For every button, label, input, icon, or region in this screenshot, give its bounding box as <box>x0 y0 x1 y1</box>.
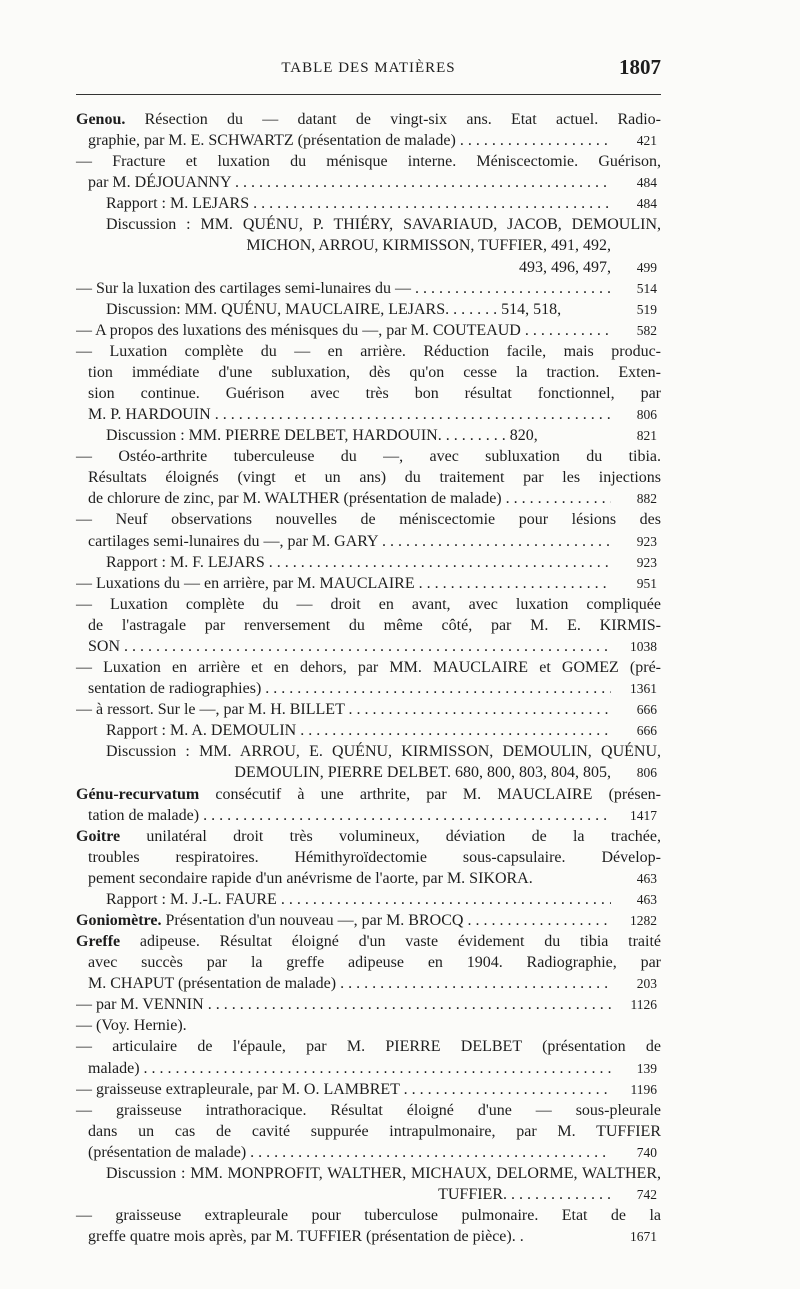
page-ref: 203 <box>636 976 657 992</box>
index-line-text: de chlorure de zinc, par M. WALTHER (présentation de malade) . . . <box>88 488 611 509</box>
index-line <box>76 1163 661 1184</box>
index-line-text: — à ressort. Sur le —, par M. H. BILLET . . . <box>76 699 611 720</box>
index-line <box>76 362 661 383</box>
index-line <box>76 1205 661 1226</box>
index-line-text: dans un cas de cavité suppurée intrapulmonaire, par M. TUFFIER <box>88 1122 661 1140</box>
index-line <box>76 531 661 552</box>
index-line <box>76 1036 661 1057</box>
index-line <box>76 699 661 720</box>
entry-keyword: Goitre <box>76 827 121 845</box>
index-line-text: — Sur la luxation des cartilages semi-lunaires du — . . . <box>76 278 611 299</box>
index-line-text: Discussion : MM. ARROU, E. QUÉNU, KIRMISSON, DEMOULIN, QUÉNU, <box>106 743 661 761</box>
page-ref: 923 <box>636 533 657 549</box>
index-line-text: — A propos des luxations des ménisques du —, par M. COUTEAUD . . . <box>76 320 611 341</box>
page-number: 1807 <box>619 55 661 79</box>
index-line-text: tation de malade) . . . <box>88 805 611 826</box>
entry-keyword: Greffe <box>76 933 121 951</box>
index-line <box>76 109 661 130</box>
page-ref: 1417 <box>630 807 657 823</box>
index-line-text: Génu-recurvatum consécutif à une arthrite, par M. MAUCLAIRE (présen- <box>76 785 661 803</box>
index-line <box>76 214 661 235</box>
page-ref: 666 <box>636 723 657 739</box>
index-line <box>76 784 661 805</box>
index-line-text: sentation de radiographies) . . . <box>88 678 611 699</box>
index-line <box>76 973 661 994</box>
index-line-text: 493, 496, 497, <box>519 258 611 276</box>
page-header <box>76 55 661 88</box>
index-line-text: Rapport : M. J.-L. FAURE . . . <box>106 889 611 910</box>
index-line-text: Rapport : M. F. LEJARS . . . <box>106 552 611 573</box>
index-line-text: — par M. VENNIN . . . <box>76 994 611 1015</box>
entry-keyword: Génu-recurvatum <box>76 785 200 803</box>
page-ref: 514 <box>636 280 657 296</box>
index-line-text: tion immédiate d'une subluxation, dès qu'on cesse la traction. Exten- <box>88 363 661 381</box>
index-line <box>76 404 661 425</box>
entry-keyword: Goniomètre. <box>76 911 162 929</box>
index-line <box>76 636 661 657</box>
index-line <box>76 720 661 741</box>
index-line-text: malade) . . . <box>88 1058 611 1079</box>
page-ref: 806 <box>636 765 657 781</box>
index-line <box>76 509 661 530</box>
page-ref: 484 <box>636 175 657 191</box>
index-line-text: — Luxation complète du — droit en avant, avec luxation compliquée <box>76 595 661 613</box>
page-ref: 923 <box>636 554 657 570</box>
index-line-text: — Luxation complète du — en arrière. Réduction facile, mais produc- <box>76 342 661 360</box>
index-line-text: — Neuf observations nouvelles de méniscectomie pour lésions des <box>76 511 661 529</box>
index-line-text: Discussion : MM. PIERRE DELBET, HARDOUIN. . . . . . . . . 820, <box>106 427 538 445</box>
index-line-text: TUFFIER. . . . . . . . . . . . . . <box>438 1185 611 1203</box>
index-line <box>76 994 661 1015</box>
index-line-text: — Luxations du — en arrière, par M. MAUCLAIRE . . . <box>76 573 611 594</box>
page-ref: 742 <box>636 1186 657 1202</box>
index-line <box>76 193 661 214</box>
index-line-text: — Luxation en arrière et en dehors, par MM. MAUCLAIRE et GOMEZ (pré- <box>76 659 661 677</box>
index-line-text: cartilages semi-lunaires du —, par M. GARY . . . <box>88 531 611 552</box>
index-line-text: (présentation de malade) . . . <box>88 1142 611 1163</box>
index-line-text: sion continue. Guérison avec très bon résultat fonctionnel, par <box>88 385 661 403</box>
page-ref: 1126 <box>630 997 657 1013</box>
index-line <box>76 573 661 594</box>
index-line <box>76 805 661 826</box>
page-ref: 582 <box>636 322 657 338</box>
index-line <box>76 467 661 488</box>
index-line-text: Genou. Résection du — datant de vingt-six ans. Etat actuel. Radio- <box>76 111 661 128</box>
index-line <box>76 868 661 889</box>
page-ref: 666 <box>636 702 657 718</box>
index-line-text: Rapport : M. A. DEMOULIN . . . <box>106 720 611 741</box>
index-line-text: M. CHAPUT (présentation de malade) . . . <box>88 973 611 994</box>
entry-keyword: Genou. <box>76 111 126 128</box>
index-line-text: Discussion : MM. MONPROFIT, WALTHER, MICHAUX, DELORME, WALTHER, <box>106 1164 661 1182</box>
index-line-text: Goniomètre. Présentation d'un nouveau —, par M. BROCQ . . . <box>76 910 611 931</box>
index-line <box>76 257 661 278</box>
index-line-text: — graisseuse extrapleurale, par M. O. LAMBRET . . . <box>76 1079 611 1100</box>
index-line <box>76 341 661 362</box>
page-ref: 519 <box>636 301 657 317</box>
index-line <box>76 615 661 636</box>
index-line <box>76 1079 661 1100</box>
index-line <box>76 151 661 172</box>
index-line-text: graphie, par M. E. SCHWARTZ (présentation de malade) . . . <box>88 130 611 151</box>
page-ref: 951 <box>636 575 657 591</box>
index-line-text: — graisseuse extrapleurale pour tuberculose pulmonaire. Etat de la <box>76 1207 661 1225</box>
index-line <box>76 425 661 446</box>
index-line <box>76 910 661 931</box>
index-line-text: Goitre unilatéral droit très volumineux, déviation de la trachée, <box>76 827 661 845</box>
index-line <box>76 446 661 467</box>
page-ref: 463 <box>636 870 657 886</box>
index-line <box>76 235 661 256</box>
index-line <box>76 278 661 299</box>
index-line-text: avec succès par la greffe adipeuse en 1904. Radiographie, par <box>88 954 661 972</box>
index-line <box>76 762 661 783</box>
page-ref: 1671 <box>630 1229 657 1245</box>
index-line <box>76 1058 661 1079</box>
index-line-text: Rapport : M. LEJARS . . . <box>106 193 611 214</box>
index-line <box>76 299 661 320</box>
index-line <box>76 931 661 952</box>
index-line-text: — (Voy. Hernie). <box>76 1017 187 1035</box>
index-line <box>76 383 661 404</box>
index-line <box>76 741 661 762</box>
index-line <box>76 594 661 615</box>
index-line <box>76 1142 661 1163</box>
index-line <box>76 1100 661 1121</box>
index-line-text: Discussion : MM. QUÉNU, P. THIÉRY, SAVARIAUD, JACOB, DEMOULIN, <box>106 216 661 234</box>
index-line-text: MICHON, ARROU, KIRMISSON, TUFFIER, 491, 492, <box>246 237 611 255</box>
page-ref: 1196 <box>630 1081 657 1097</box>
index-line <box>76 130 661 151</box>
index-line <box>76 826 661 847</box>
page-ref: 499 <box>636 259 657 275</box>
index-line-text: troubles respiratoires. Hémithyroïdectomie sous-capsulaire. Dévelop- <box>88 848 661 866</box>
page-ref: 1361 <box>630 681 657 697</box>
running-title: TABLE DES MATIÈRES <box>281 60 456 76</box>
index-line <box>76 678 661 699</box>
page-ref: 463 <box>636 891 657 907</box>
index-line-text: — Ostéo-arthrite tuberculeuse du —, avec subluxation du tibia. <box>76 448 661 466</box>
page-ref: 1282 <box>630 912 657 928</box>
index-line-text: Greffe adipeuse. Résultat éloigné d'un vaste évidement du tibia traité <box>76 933 661 951</box>
index-line <box>76 552 661 573</box>
page-ref: 821 <box>636 428 657 444</box>
index-line <box>76 952 661 973</box>
index-line-text: — articulaire de l'épaule, par M. PIERRE DELBET (présentation de <box>76 1038 661 1056</box>
index-line <box>76 172 661 193</box>
index-line <box>76 847 661 868</box>
index-line-text: Résultats éloignés (vingt et un ans) du traitement par les injections <box>88 469 661 487</box>
index-line-text: SON . . . <box>88 636 611 657</box>
page-ref: 740 <box>636 1144 657 1160</box>
index-line-text: — Fracture et luxation du ménisque interne. Méniscectomie. Guérison, <box>76 153 661 171</box>
index-line <box>76 320 661 341</box>
index-entries <box>76 109 661 1247</box>
index-line-text: par M. DÉJOUANNY . . . <box>88 172 611 193</box>
page-ref: 882 <box>636 491 657 507</box>
page-ref: 421 <box>636 133 657 149</box>
index-line-text: M. P. HARDOUIN . . . <box>88 404 611 425</box>
index-line-text: de l'astragale par renversement du même côté, par M. E. KIRMIS- <box>88 616 661 634</box>
index-line-text: — graisseuse intrathoracique. Résultat éloigné d'une — sous-pleurale <box>76 1101 661 1119</box>
index-line-text: pement secondaire rapide d'un anévrisme de l'aorte, par M. SIKORA. <box>88 869 533 887</box>
index-line-text: DEMOULIN, PIERRE DELBET. 680, 800, 803, 804, 805, <box>234 764 611 782</box>
index-line <box>76 889 661 910</box>
index-line <box>76 1184 661 1205</box>
index-line <box>76 1015 661 1036</box>
page-ref: 484 <box>636 196 657 212</box>
page-ref: 1038 <box>630 638 657 654</box>
index-line-text: greffe quatre mois après, par M. TUFFIER (présentation de pièce). . <box>88 1228 524 1246</box>
index-line <box>76 657 661 678</box>
index-line-text: Discussion: MM. QUÉNU, MAUCLAIRE, LEJARS. . . . . . . 514, 518, <box>106 300 562 318</box>
index-line <box>76 488 661 509</box>
page-ref: 806 <box>636 407 657 423</box>
index-line <box>76 1121 661 1142</box>
page-ref: 139 <box>636 1060 657 1076</box>
header-rule <box>76 94 661 95</box>
index-line <box>76 1226 661 1247</box>
